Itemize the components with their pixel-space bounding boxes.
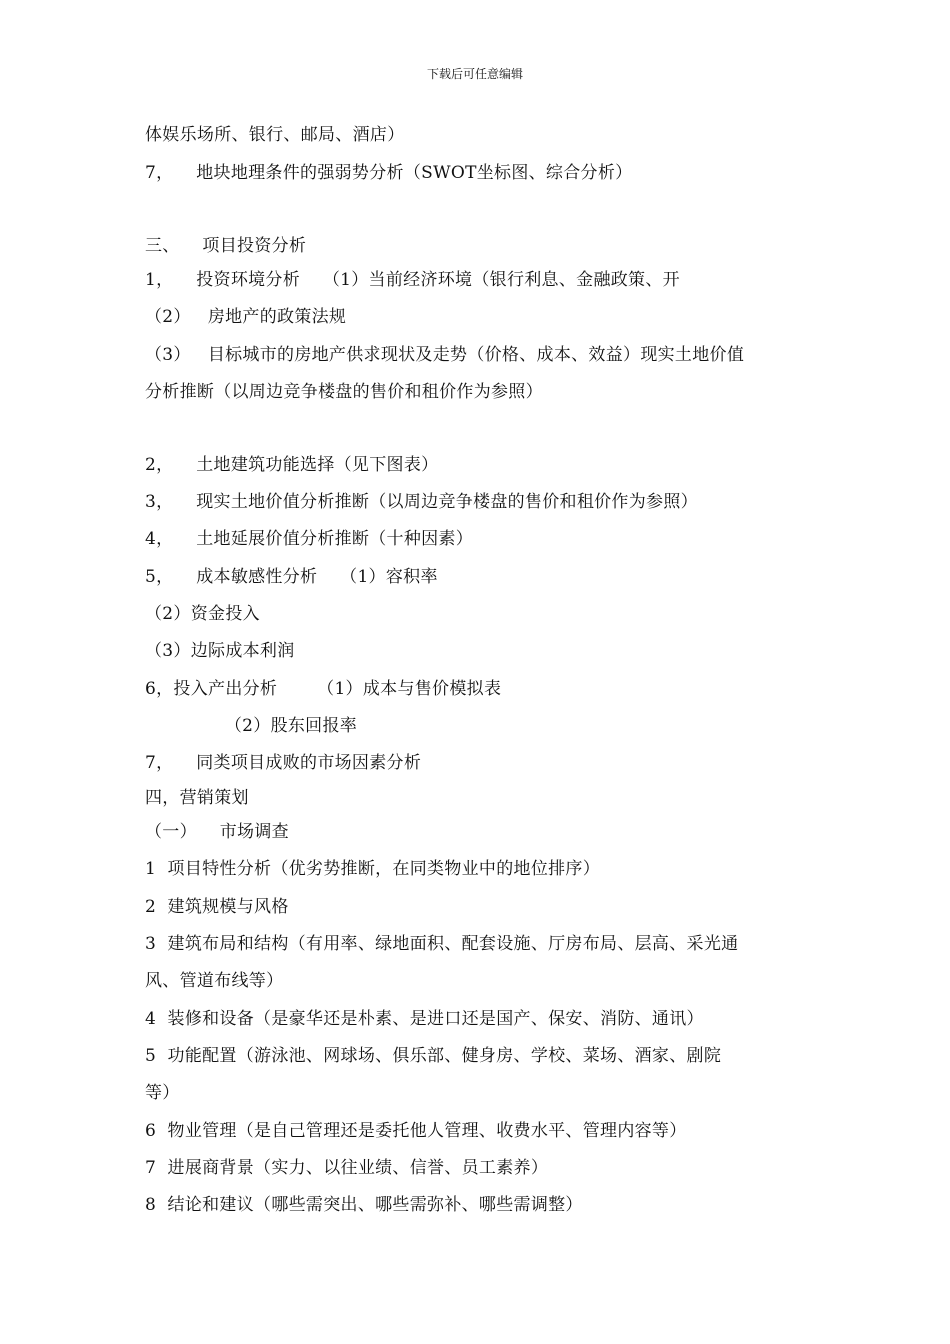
text-line: 6 物业管理（是自己管理还是委托他人管理、收费水平、管理内容等） <box>145 1121 687 1141</box>
text-line: 7， 同类项目成败的市场因素分析 <box>145 753 422 773</box>
text-line: 等） <box>145 1083 180 1103</box>
text-line: 3， 现实土地价值分析推断（以周边竞争楼盘的售价和租价作为参照） <box>145 492 698 512</box>
section-heading: 四，营销策划 <box>145 788 249 808</box>
text-line: 5 功能配置（游泳池、网球场、俱乐部、健身房、学校、菜场、酒家、剧院 <box>145 1046 722 1066</box>
text-line: 1， 投资环境分析 （1）当前经济环境（银行利息、金融政策、开 <box>145 270 680 290</box>
text-line: 2 建筑规模与风格 <box>145 897 289 917</box>
text-line: 7 进展商背景（实力、以往业绩、信誉、员工素养） <box>145 1158 549 1178</box>
text-line: 4， 土地延展价值分析推断（十种因素） <box>145 529 474 549</box>
text-line: （2）资金投入 <box>145 604 260 624</box>
text-line: 1 项目特性分析（优劣势推断，在同类物业中的地位排序） <box>145 859 601 879</box>
text-line: 体娱乐场所、银行、邮局、酒店） <box>145 125 405 145</box>
page-header: 下载后可任意编辑 <box>426 67 523 81</box>
section-heading: 三、 项目投资分析 <box>145 236 307 256</box>
text-line: 分析推断（以周边竞争楼盘的售价和租价作为参照） <box>145 382 543 402</box>
text-line: 6，投入产出分析 （1）成本与售价模拟表 <box>145 679 502 699</box>
text-line: 8 结论和建议（哪些需突出、哪些需弥补、哪些需调整） <box>145 1195 583 1215</box>
text-line: 3 建筑布局和结构（有用率、绿地面积、配套设施、厅房布局、层高、采光通 <box>145 934 739 954</box>
text-line: （2）股东回报率 <box>145 716 358 736</box>
text-line: （3）边际成本利润 <box>145 641 295 661</box>
subsection-heading: （一） 市场调查 <box>145 822 289 842</box>
text-line: 风、管道布线等） <box>145 971 284 991</box>
text-line: 2， 土地建筑功能选择（见下图表） <box>145 455 439 475</box>
text-line: 7， 地块地理条件的强弱势分析（SWOT坐标图、综合分析） <box>145 163 633 183</box>
text-line: （2） 房地产的政策法规 <box>145 307 347 327</box>
text-line: 5， 成本敏感性分析 （1）容积率 <box>145 567 438 587</box>
text-line: 4 装修和设备（是豪华还是朴素、是进口还是国产、保安、消防、通讯） <box>145 1009 704 1029</box>
text-line: （3） 目标城市的房地产供求现状及走势（价格、成本、效益）现实土地价值 <box>145 345 745 365</box>
